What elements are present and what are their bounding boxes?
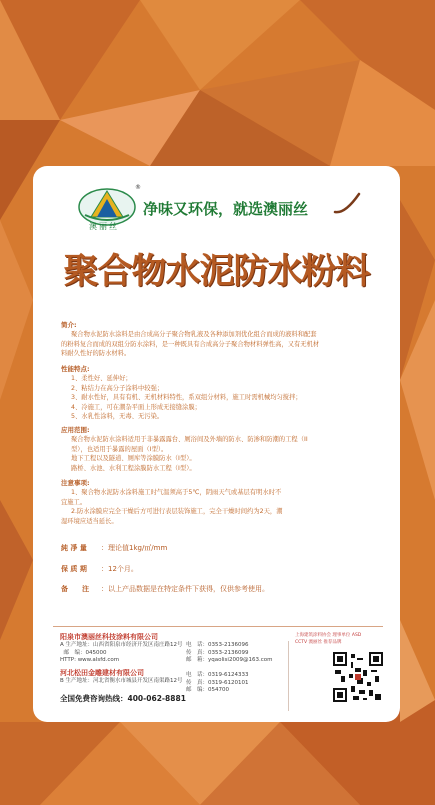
- product-card: [33, 166, 400, 722]
- spec-remark: [61, 584, 269, 594]
- feature-item: 2、粘结力在高分子涂料中较强；: [71, 384, 164, 392]
- spec-value: ：以上产品数据是在特定条件下获得，仅供参考使用。: [101, 585, 269, 593]
- company-a-fax: 0353-2136099: [208, 649, 249, 656]
- company-b-name: 河北松田金雕建材有限公司: [60, 669, 144, 677]
- spec-label: 純 凈 量: [61, 544, 87, 552]
- company-a-email: yqaolisi2009@163.com: [208, 657, 273, 664]
- feature-item: 3、耐水性好，具有有机、无机材料特性，系双组分材料，施工时需机械均匀搅拌；: [71, 394, 302, 402]
- company-a-website: www.alsfd.com: [77, 657, 120, 664]
- company-b-info: [60, 678, 183, 686]
- email-label: 邮 箱：: [186, 657, 209, 664]
- intro-line: 料耐久性好的防水材料。: [61, 350, 131, 358]
- spec-value: ：12个月。: [101, 565, 138, 573]
- company-a-contact: [186, 642, 272, 665]
- company-a-info: [60, 642, 183, 665]
- company-a-zip: 045000: [85, 649, 107, 656]
- spec-label: 保 质 期: [61, 565, 87, 573]
- fax-label: 传 真：: [186, 649, 209, 656]
- intro-line: 的粉料复合而成的双组分防水涂料，是一种既具有合成高分子聚合物材料弹性高，又有无机材: [61, 340, 320, 348]
- note-line: 1、聚合物水泥防水涂料施工时气温须高于5℃，阴雨天气或基层有明水时不: [71, 489, 282, 496]
- intro-line: 聚合物水泥防水涂料是由合成高分子聚合物乳液及各种添加剂优化组合而成的液料和配套: [71, 331, 317, 338]
- zip-label: 邮 编：: [63, 649, 86, 656]
- fax-label: 传 真：: [186, 679, 209, 686]
- zip-label: 邮 编：: [186, 687, 209, 694]
- company-a-tel: 0353-2136096: [208, 642, 249, 648]
- product-title: 聚合物水泥防水粉料: [63, 252, 370, 292]
- scope-line: 型），也适用于暴露的屋面（I型）。: [71, 445, 168, 453]
- brush-swoosh-icon: [333, 192, 361, 216]
- feature-item: 1、柔性好、延伸好；: [71, 375, 132, 382]
- company-a-prefix: A: [60, 642, 64, 648]
- company-a-name: 阳泉市澳丽丝科技涂料有限公司: [60, 633, 158, 641]
- scope-heading: 应用范围:: [61, 426, 90, 434]
- scope-line: 聚合物水泥防水涂料适用于非暴露露台、厕浴间及外墙的防水、防渗和防潮的工程（II: [71, 436, 308, 443]
- hotline: 全国免费咨询热线：400-062-8881: [60, 694, 186, 703]
- features-heading: 性能特点:: [61, 365, 90, 373]
- spec-label: 备 注: [61, 585, 89, 593]
- note-line: 宜施工。: [61, 498, 87, 506]
- feature-item: 5、水乳性涂料，无毒、无污染。: [71, 413, 164, 421]
- scope-line: 路桥、水池、水利工程涂膜防水工程（I型）。: [71, 464, 196, 472]
- tel-label: 电 话：: [186, 672, 209, 678]
- company-b-zip: 054700: [208, 687, 230, 694]
- footer-divider: [53, 626, 383, 627]
- http-label: HTTP:: [60, 657, 76, 664]
- features-list: [61, 374, 386, 422]
- spec-value: ：理论值1kg/㎡/mm: [101, 544, 168, 552]
- qr-code-icon: [333, 652, 383, 702]
- spec-net-weight: [61, 543, 167, 553]
- note-line: 2.防水涂膜应完全干燥后方可进行表层装饰施工，完全干燥时间约为2天，潮: [71, 508, 283, 516]
- company-b-fax: 0319-6120101: [208, 679, 249, 686]
- company-b-contact: [186, 672, 249, 695]
- brand-slogan: 净味又环保，就选澳丽丝: [143, 200, 309, 218]
- company-b-address: 河北省衡水市城县开发区南渠路12号: [93, 678, 183, 684]
- spec-shelf-life: [61, 564, 138, 574]
- addr-label: 生产地址：: [65, 642, 94, 648]
- feature-item: 4、冷施工，可在潮杂平面上形成无接缝涂膜；: [71, 403, 201, 411]
- company-b-prefix: B: [60, 678, 64, 684]
- registered-mark: ®: [135, 184, 141, 191]
- notes-text: [61, 488, 386, 526]
- tel-label: 电 话：: [186, 642, 209, 648]
- footer-vertical-divider: [288, 641, 289, 711]
- note-line: 湿环境应适当延长。: [61, 517, 118, 525]
- intro-heading: 简介:: [61, 321, 77, 329]
- notes-heading: 注意事项:: [61, 479, 90, 487]
- logo-text: 澳丽丝: [89, 222, 119, 231]
- company-b-tel: 0319-6124333: [208, 672, 249, 678]
- company-a-address: 山西省阳泉市经济开发区南庄路12号: [93, 642, 183, 648]
- right-note-line: 上海建筑涂料协会 理事单位 ASD: [295, 633, 362, 638]
- addr-label: 生产地址：: [65, 678, 94, 684]
- right-note-line: CCTV 澳丽丝 推荐品牌: [295, 640, 342, 645]
- intro-text: [61, 330, 386, 359]
- scope-line: 地下工程以及隧道、厕库等涂膜防水（I型）。: [71, 455, 196, 463]
- scope-text: [61, 435, 386, 473]
